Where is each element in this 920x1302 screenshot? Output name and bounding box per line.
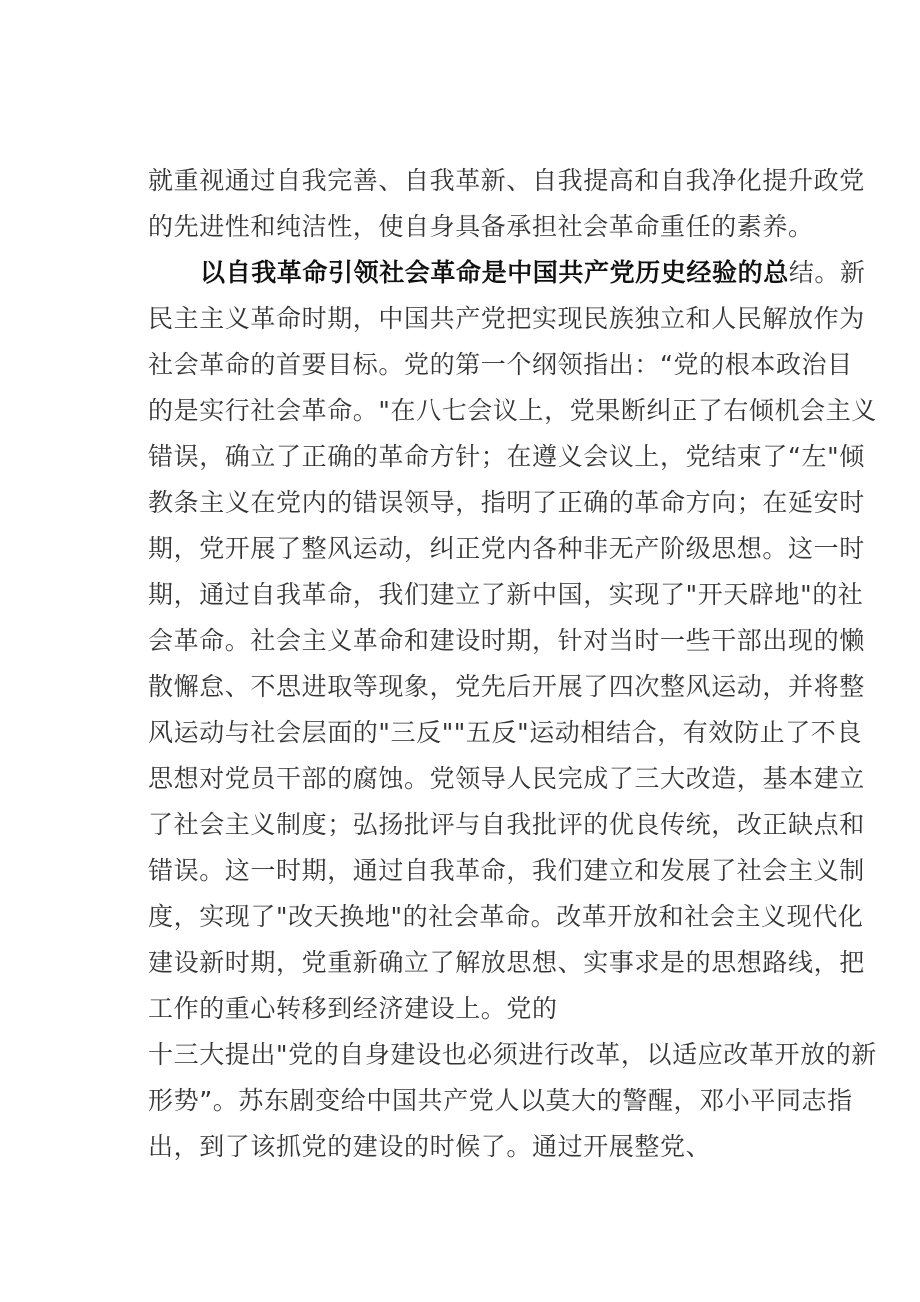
body-text <box>148 158 877 1170</box>
text-line: 了社会主义制度；弘扬批评与自我批评的优良传统，改正缺点和 <box>148 810 865 839</box>
text-line: 出，到了该抓党的建设的时候了。通过开展整党、 <box>148 1132 712 1161</box>
text-line: 期，党开展了整风运动，纠正党内各种非无产阶级思想。这一时 <box>148 534 865 563</box>
text-line: 教条主义在党内的错误领导，指明了正确的革命方向；在延安时 <box>148 488 865 517</box>
text-line: 建设新时期，党重新确立了解放思想、实事求是的思想路线，把 <box>148 948 865 977</box>
paragraph-heading: 以自我革命引领社会革命是中国共产党历史经验的总 <box>200 258 789 287</box>
text-line: 十三大提出"党的自身建设也必须进行改革，以适应改革开放的新 <box>148 1040 877 1069</box>
text-line: 会革命。社会主义革命和建设时期，针对当时一些干部出现的懒 <box>148 626 865 655</box>
text-line: 就重视通过自我完善、自我革新、自我提高和自我净化提升政党 <box>148 166 865 195</box>
text-line: 风运动与社会层面的"三反""五反"运动相结合，有效防止了不良 <box>148 718 862 747</box>
paragraph-lead-line <box>148 250 866 296</box>
text-line: 社会革命的首要目标。党的第一个纲领指出：“党的根本政治目 <box>148 350 853 379</box>
text-line: 错误，确立了正确的革命方针；在遵义会议上，党结束了“左"倾 <box>148 442 865 471</box>
text-line: 民主主义革命时期，中国共产党把实现民族独立和人民解放作为 <box>148 304 865 333</box>
text-line: 错误。这一时期，通过自我革命，我们建立和发展了社会主义制 <box>148 856 865 885</box>
text-line: 的是实行社会革命。"在八七会议上，党果断纠正了右倾机会主义 <box>148 396 877 425</box>
text-line: 形势”。苏东剧变给中国共产党人以莫大的警醒，邓小平同志指 <box>148 1086 853 1115</box>
text-line: 思想对党员干部的腐蚀。党领导人民完成了三大改造，基本建立 <box>148 764 865 793</box>
paragraph-heading-tail: 结。新 <box>788 258 866 287</box>
text-line: 度，实现了"改天换地"的社会革命。改革开放和社会主义现代化 <box>148 902 864 931</box>
text-line: 的先进性和纯洁性，使自身具备承担社会革命重任的素养。 <box>148 212 814 241</box>
text-line: 期，通过自我革命，我们建立了新中国，实现了"开天辟地"的社 <box>148 580 864 609</box>
text-line: 散懈怠、不思进取等现象，党先后开展了四次整风运动，并将整 <box>148 672 865 701</box>
text-line: 工作的重心转移到经济建设上。党的 <box>148 994 558 1023</box>
